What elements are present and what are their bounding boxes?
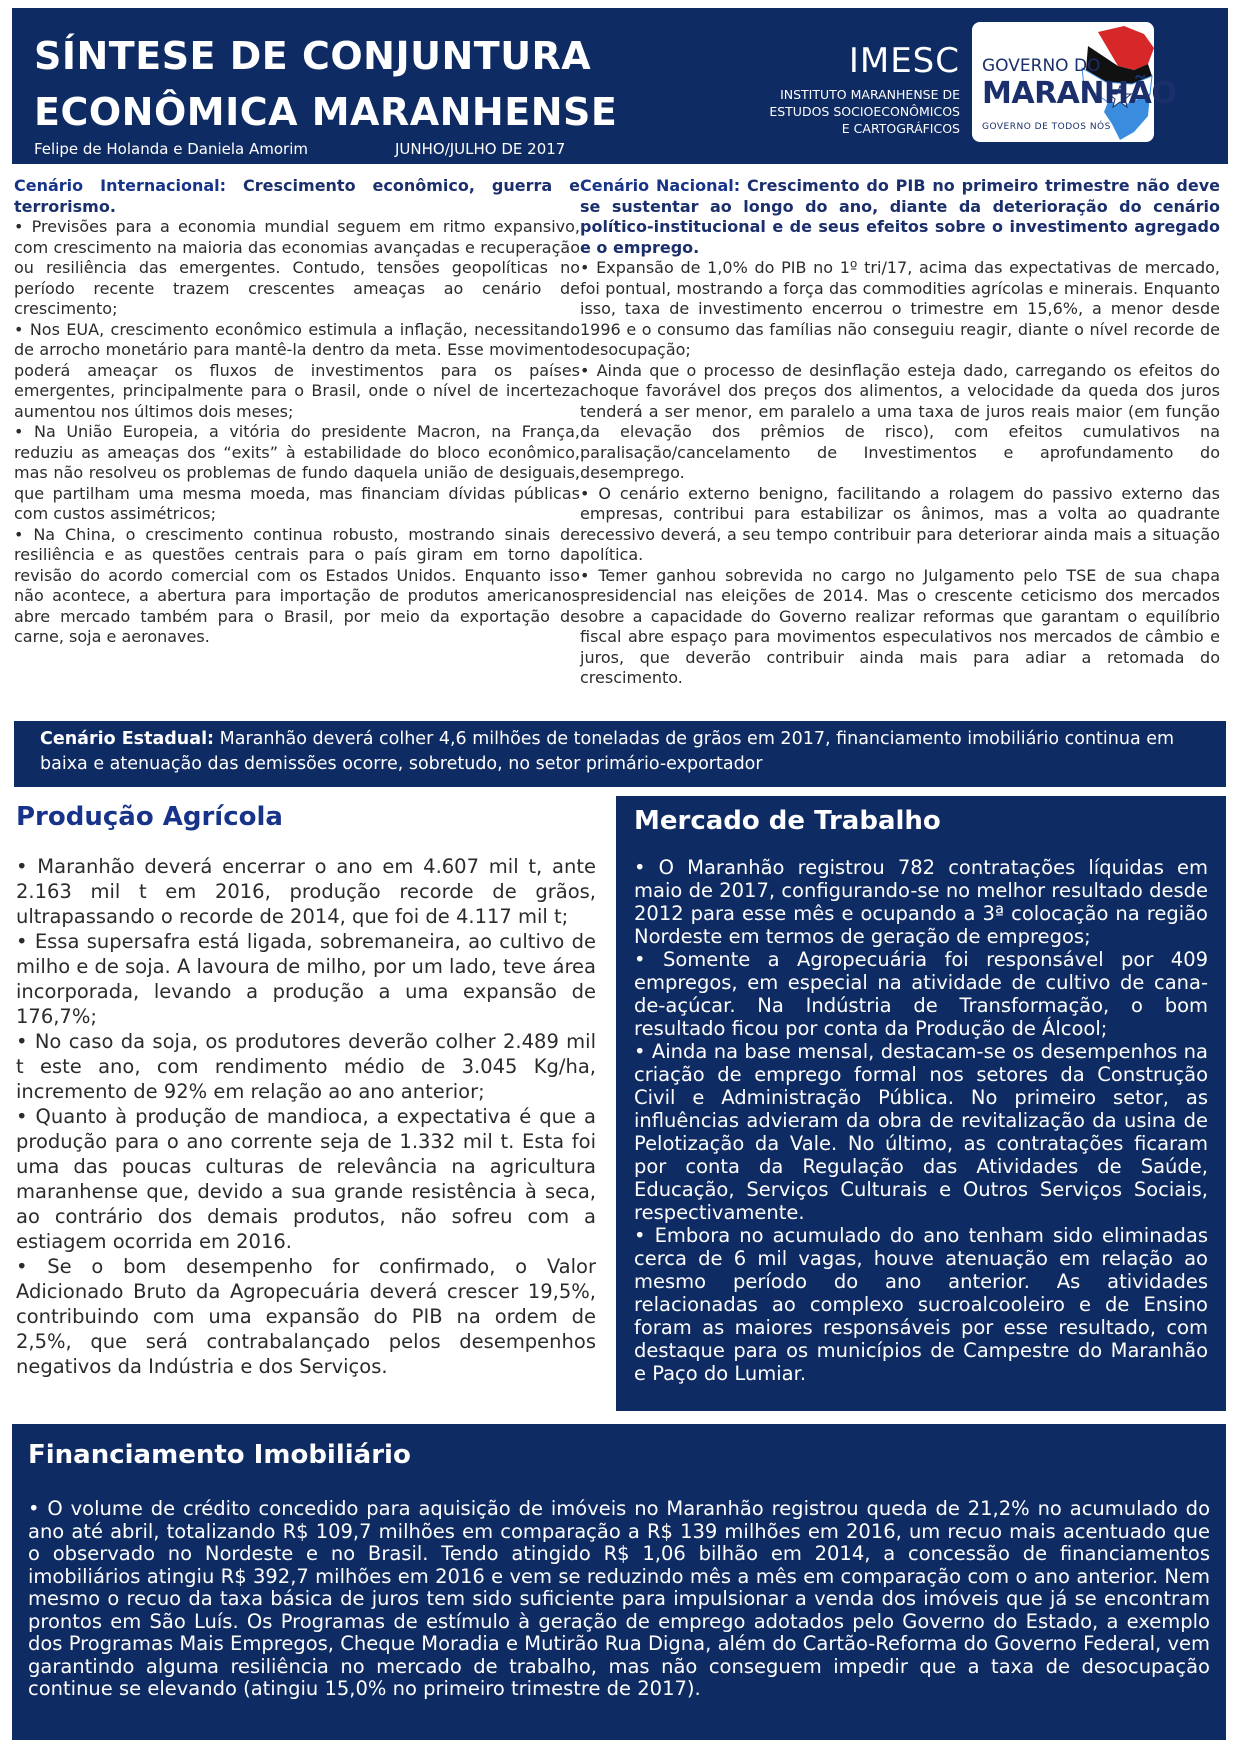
list-item: • Quanto à produção de mandioca, a expectativa é que a produção para o ano corrente seja de 1.332 mil t. Esta foi uma das poucas culturas de relevância na agricultura maranhense que, devido a sua grande resistência à seca, ao contrário dos demais produtos, não sofreu com a estiagem ocorrida em 2016. xyxy=(16,1104,596,1254)
list-item: • Maranhão deverá encerrar o ano em 4.607 mil t, ante 2.163 mil t em 2016, produção recorde de grãos, ultrapassando o recorde de 2014, que foi de 4.117 mil t; xyxy=(16,854,596,929)
national-scenario xyxy=(580,176,1220,689)
list-item: • O cenário externo benigno, facilitando a rolagem do passivo externo das empresas, contribui para estabilizar os ânimos, mas a volta ao quadrante recessivo deverá, a seu tempo contribuir para deteriorar ainda mais a situação política. xyxy=(580,484,1220,566)
list-item: • Temer ganhou sobrevida no cargo no Julgamento pelo TSE de sua chapa presidencial nas eleições de 2014. Mas o crescente ceticismo dos mercados sobre a capacidade do Governo realizar reformas que garantam o equilíbrio fiscal abre espaço para movimentos especulativos nos mercados de câmbio e juros, que deverão contribuir ainda mais para adiar a retomada do crescimento. xyxy=(580,566,1220,689)
list-item: • Na China, o crescimento continua robusto, mostrando sinais de resiliência e as questões centrais para o país giram em torno da revisão do acordo comercial com os Estados Unidos. Enquanto isso não acontece, a abertura para importação de produtos americanos abre mercado também para o Brasil, por meio da exportação de carne, soja e aeronaves. xyxy=(14,525,580,648)
imesc-line-1: INSTITUTO MARANHENSE DE xyxy=(780,87,960,102)
title-line-1: SÍNTESE DE CONJUNTURA xyxy=(34,34,592,78)
gov-line-1: GOVERNO DO xyxy=(982,56,1101,76)
list-item: • Expansão de 1,0% do PIB no 1º tri/17, acima das expectativas de mercado, foi pontual, mostrando a força das commodities agrícolas e minerais. Enquanto isso, taxa de investimento encerrou o trimestre em 15,6%, a menor desde 1996 e o consumo das famílias não conseguiu reagir, diante o nível recorde de desocupação; xyxy=(580,258,1220,361)
imesc-acronym: IMESC xyxy=(848,41,960,81)
national-headline xyxy=(580,176,1220,258)
imesc-line-2: ESTUDOS SOCIOECONÔMICOS xyxy=(769,104,960,119)
state-text: Maranhão deverá colher 4,6 milhões de toneladas de grãos em 2017, financiamento imobiliário continua em baixa e atenuação das demissões ocorre, sobretudo, no setor primário-exportador xyxy=(40,729,1175,774)
list-item: • Na União Europeia, a vitória do presidente Macron, na França, reduziu as ameaças dos “exits” à estabilidade do bloco econômico, mas não resolveu os problemas de fundo daquela união de desiguais, que partilham uma mesma moeda, mas financiam dívidas públicas com custos assimétricos; xyxy=(14,422,580,525)
agri-section-title: Produção Agrícola xyxy=(16,802,283,832)
imesc-full-name xyxy=(732,86,960,137)
national-label: Cenário Nacional: xyxy=(580,176,741,195)
international-label: Cenário Internacional: xyxy=(14,176,227,195)
agri-section-body xyxy=(16,854,596,1379)
gov-line-2: MARANHÃO xyxy=(982,76,1177,111)
international-headline xyxy=(14,176,580,217)
list-item: • Se o bom desempenho for confirmado, o Valor Adicionado Bruto da Agropecuária deverá crescer 19,5%, contribuindo com uma expansão do PIB na ordem de 2,5%, que será contrabalançado pelos desempenhos negativos da Indústria e dos Serviços. xyxy=(16,1254,596,1379)
list-item: • Essa supersafra está ligada, sobremaneira, ao cultivo de milho e de soja. A lavoura de milho, por um lado, teve área incorporada, levando a produção a uma expansão de 176,7%; xyxy=(16,929,596,1029)
list-item: • Ainda na base mensal, destacam-se os desempenhos na criação de emprego formal nos setores da Construção Civil e Administração Pública. No primeiro setor, as influências advieram da obra de revitalização da usina de Pelotização da Vale. No último, as contratações ficaram por conta da Regulação das Atividades de Saúde, Educação, Serviços Culturais e Outros Serviços Sociais, respectivamente. xyxy=(634,1040,1208,1224)
government-logo xyxy=(972,22,1177,142)
header-banner xyxy=(12,8,1228,164)
labor-section-title: Mercado de Trabalho xyxy=(634,806,941,836)
labor-section-body xyxy=(634,856,1208,1385)
imesc-line-3: E CARTOGRÁFICOS xyxy=(841,121,960,136)
international-headline-text: Crescimento econômico, guerra e terrorismo. xyxy=(14,176,581,216)
list-item: • Embora no acumulado do ano tenham sido eliminadas cerca de 6 mil vagas, houve atenuação em relação ao mesmo período do ano anterior. As atividades relacionadas ao complexo sucroalcooleiro e de Ensino foram as maiores responsáveis por esse resultado, com destaque para os municípios de Campestre do Maranhão e Paço do Lumiar. xyxy=(634,1224,1208,1385)
state-label: Cenário Estadual: xyxy=(40,729,215,749)
list-item: • Previsões para a economia mundial seguem em ritmo expansivo, com crescimento na maioria das economias avançadas e recuperação ou resiliência das emergentes. Contudo, tensões geopolíticas no período recente trazem crescentes ameaças ao cenário de crescimento; xyxy=(14,217,580,320)
authors: Felipe de Holanda e Daniela Amorim xyxy=(34,140,308,158)
housing-section xyxy=(12,1424,1226,1740)
imesc-logo xyxy=(732,42,960,137)
international-scenario xyxy=(14,176,580,648)
gov-slogan: GOVERNO DE TODOS NÓS xyxy=(982,122,1111,132)
list-item: • Nos EUA, crescimento econômico estimula a inflação, necessitando de arrocho monetário para mantê-la dentro da meta. Esse movimento poderá ameaçar os fluxos de investimentos para os países emergentes, principalmente para o Brasil, onde o nível de incerteza aumentou nos últimos dois meses; xyxy=(14,320,580,423)
title-line-2: ECONÔMICA MARANHENSE xyxy=(34,90,618,134)
list-item: • Somente a Agropecuária foi responsável por 409 empregos, em especial na atividade de cultivo de cana-de-açúcar. Na Indústria de Transformação, o bom resultado ficou por conta da Produção de Álcool; xyxy=(634,948,1208,1040)
state-scenario-banner xyxy=(14,721,1226,787)
list-item: • Ainda que o processo de desinflação esteja dado, carregando os efeitos do choque favorável dos preços dos alimentos, a velocidade da queda dos juros tenderá a ser menor, em paralelo a uma taxa de juros reais maior (em função da elevação dos prêmios de risco), com efeitos cumulativos na paralisação/cancelamento de Investimentos e aprofundamento do desemprego. xyxy=(580,361,1220,484)
page-title xyxy=(34,28,617,140)
issue-date: JUNHO/JULHO DE 2017 xyxy=(395,140,566,158)
list-item: • O volume de crédito concedido para aquisição de imóveis no Maranhão registrou queda de 21,2% no acumulado do ano até abril, totalizando R$ 109,7 milhões em comparação a R$ 139 milhões em 2016, um recuo mais acentuado que o observado no Nordeste e no Brasil. Tendo atingido R$ 1,06 bilhão em 2014, a concessão de financiamentos imobiliários atingiu R$ 392,7 milhões em 2016 e vem se reduzindo mês a mês em comparação com o ano anterior. Nem mesmo o recuo da taxa básica de juros tem sido suficiente para impulsionar a venda dos imóveis que já se encontram prontos em São Luís. Os Programas de estímulo à geração de emprego adotados pelo Governo do Estado, a exemplo dos Programas Mais Empregos, Cheque Moradia e Mutirão Rua Digna, além do Cartão-Reforma do Governo Federal, vem garantindo alguma resiliência no mercado de trabalho, mas não conseguem impedir que a taxa de desocupação continue se elevando (atingiu 15,0% no primeiro trimestre de 2017). xyxy=(28,1498,1210,1701)
housing-section-body xyxy=(28,1498,1210,1701)
national-headline-text: Crescimento do PIB no primeiro trimestre não deve se sustentar ao longo do ano, diante da deterioração do cenário político-institucional e de seus efeitos sobre o investimento agregado e o emprego. xyxy=(580,176,1221,257)
list-item: • O Maranhão registrou 782 contratações líquidas em maio de 2017, configurando-se no melhor resultado desde 2012 para esse mês e ocupando a 3ª colocação na região Nordeste em termos de geração de empregos; xyxy=(634,856,1208,948)
housing-section-title: Financiamento Imobiliário xyxy=(28,1440,411,1470)
labor-section xyxy=(616,796,1226,1411)
list-item: • No caso da soja, os produtores deverão colher 2.489 mil t este ano, com rendimento médio de 3.045 Kg/ha, incremento de 92% em relação ao ano anterior; xyxy=(16,1029,596,1104)
